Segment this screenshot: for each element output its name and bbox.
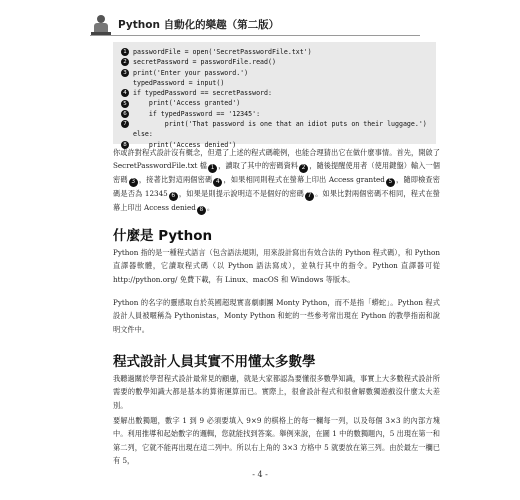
callout-number-icon: 5 <box>121 100 129 108</box>
code-listing <box>113 42 436 149</box>
code-text: print('Access granted') <box>133 99 241 108</box>
code-line <box>121 57 430 67</box>
section-heading-math: 程式設計人員其實不用懂太多數學 <box>113 354 316 370</box>
callout-6-icon: 6 <box>169 192 178 201</box>
callout-4-icon: 4 <box>213 178 222 187</box>
intro-text: ，隨即檢查密碼是否為 12345 <box>113 175 440 199</box>
callout-number-icon: 7 <box>121 120 129 128</box>
callout-number-icon: 2 <box>121 58 129 66</box>
callout-spacer <box>121 131 129 139</box>
python-name-paragraph: Python 的名字的靈感取自於英國超現實喜劇劇團 Monty Python，而不是指「蟒蛇」。Python 程式設計人員被暱稱為 Pythonistas，Monty Python 和蛇的一些參考常出現在 Python 的教學指南和說明文件中。 <box>113 298 440 334</box>
callout-5-icon: 5 <box>386 178 395 187</box>
code-line <box>121 119 430 129</box>
callout-spacer <box>121 79 129 87</box>
callout-number-icon: 3 <box>121 69 129 77</box>
callout-8-icon: 8 <box>197 206 206 215</box>
code-text: secretPassword = passwordFile.read() <box>133 58 276 67</box>
callout-2-icon: 2 <box>299 164 308 173</box>
python-paragraph: Python 指的是一種程式語言（包含語法規則，用來設計寫出有效合法的 Python 程式碼），和 Python 直譯器軟體，它讀取程式碼（以 Python 語法寫成），並執行其中的指令。Python 直譯器可從 http://python.org/ 免費下載，有 Linux、macOS 和 Windows 等版本。 <box>113 248 440 284</box>
callout-1-icon: 1 <box>208 164 217 173</box>
code-text: if typedPassword == secretPassword: <box>133 89 272 98</box>
code-text: print('Enter your password.') <box>133 68 249 77</box>
book-logo-icon <box>90 14 112 36</box>
intro-text: ，接著比對這兩個密碼 <box>138 175 213 185</box>
section-heading-what-is-python: 什麼是 Python <box>113 228 213 244</box>
callout-number-icon: 8 <box>121 141 129 149</box>
intro-text: 你或許對程式設計沒有概念，但還了上述的程式碼範例，也能合理猜出它在做什麼事情。首先，開啟了 SecretPasswordFile.txt 檔 <box>113 148 440 171</box>
intro-paragraph <box>113 146 440 215</box>
book-title: Python 自動化的樂趣（第二版） <box>118 19 280 31</box>
running-header <box>90 14 420 36</box>
code-text: print('That password is one that an idiot puts on their luggage.') <box>133 120 427 129</box>
callout-number-icon: 1 <box>121 48 129 56</box>
code-text: passwordFile = open('SecretPasswordFile.txt') <box>133 48 312 56</box>
code-line <box>121 88 430 98</box>
code-text: print('Access denied') <box>133 140 237 149</box>
intro-text: ，如果相同則程式在螢幕上印出 Access granted <box>223 175 385 185</box>
intro-text: ，隨後提醒使用者（使用鍵盤）輸入一個密碼 <box>113 161 440 185</box>
callout-number-icon: 4 <box>121 89 129 97</box>
code-line <box>121 68 430 78</box>
code-line <box>121 47 430 57</box>
code-line <box>121 98 430 108</box>
code-text: if typedPassword == '12345': <box>133 109 261 118</box>
sudoku-paragraph: 要解出數獨題，數字 1 到 9 必須要填入 9×9 的棋格上的每一欄每一列，以及每個 3×3 的內部方塊中。利用推導和起始數字的邏輯，您就能找到答案。舉例來說，在圖 1 中的數獨題內，5 出現在第一和第二列，它就不能再出現在這二列中。所以右上角的 3×3 方格中 5 就要放在第三列。由於最左一欄已有 5， <box>113 416 440 465</box>
intro-text: ，如果是則提示說明這不是個好的密碼 <box>178 189 304 199</box>
page-number: - 4 - <box>252 470 268 479</box>
callout-7-icon: 7 <box>305 192 314 201</box>
code-line <box>121 78 430 88</box>
math-paragraph: 我聽過關於學習程式設計最常見的顧慮，就是大家都認為要懂很多數學知識，事實上大多數程式設計所需要的數學知識大都是基本的算術運算而已。實際上，很會設計程式和很會解數獨遊戲沒什麼太大差別。 <box>113 374 440 410</box>
code-text: else: <box>133 130 153 139</box>
intro-text: 。 <box>206 203 215 213</box>
callout-3-icon: 3 <box>129 178 138 187</box>
intro-text: ，讀取了其中的密碼資料 <box>218 161 299 171</box>
code-line <box>121 109 430 119</box>
callout-number-icon: 6 <box>121 110 129 118</box>
code-text: typedPassword = input() <box>133 78 225 87</box>
intro-text: 。如果比對兩個密碼不相同，程式在螢幕上印出 Access denied <box>113 189 440 213</box>
code-line <box>121 129 430 139</box>
